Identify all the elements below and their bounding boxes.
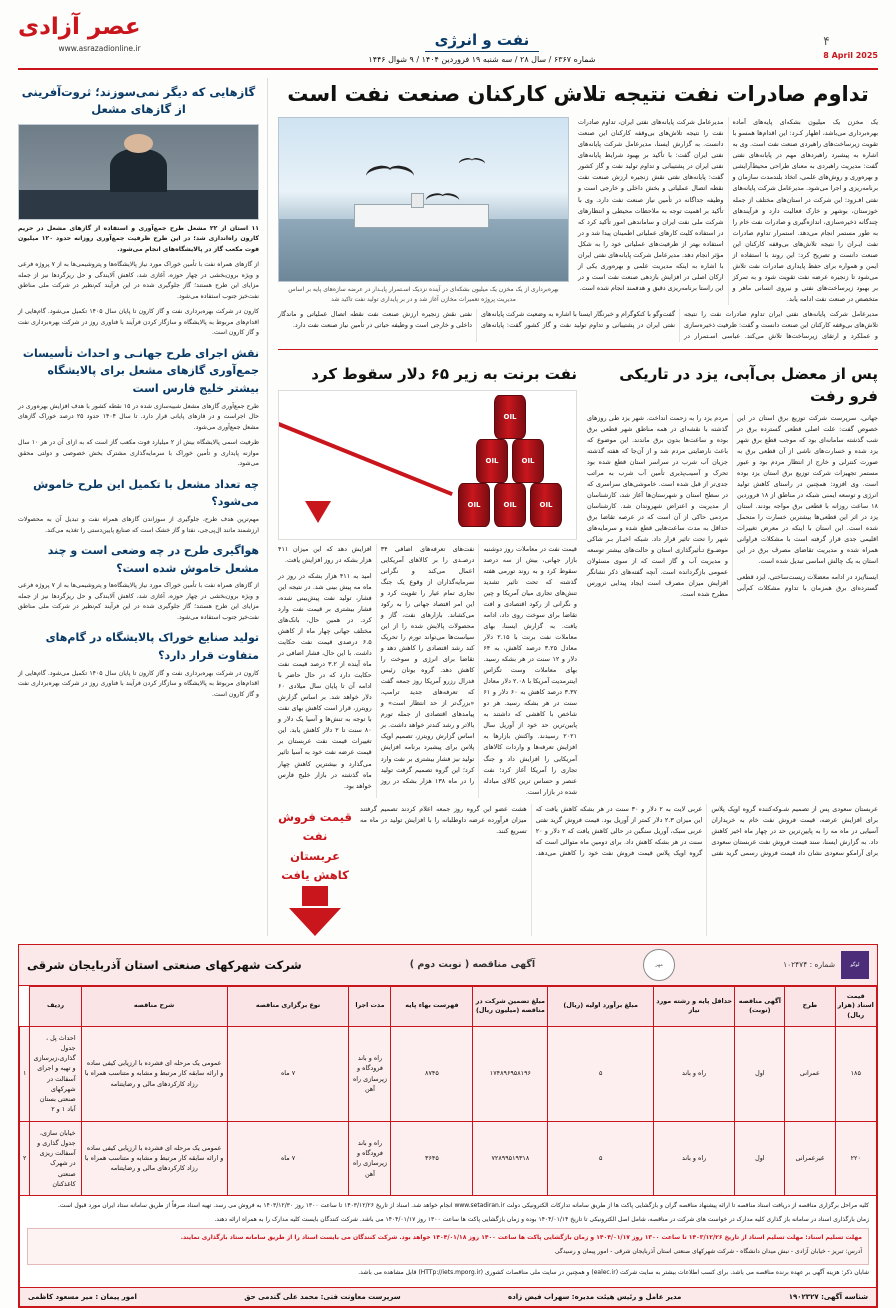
lead-paragraph: مدیرعامل شرکت پایانه‌های نفتی ایران تداوم صادرات نفت را نتیجه تلاش‌های بی‌وقفه کارکنان این صنعت دانست و گفت: ظرفیت ذخیره‌سازی و عملکرد و ارتقای زیرساخت‌ها تلاش می‌کند. عباسی اسـتمرار در گفت‌وگو با کنکوگرام و خبرنگار ایسنا با اشاره به وضعیت شرکت پایانه‌های نفتی ایران در پشتیبانی و تداوم تولید نفت و گاز کشور گفت: پایانه‌های نفتی نقش زنجیره ارزش صنعت نفت نقطه اتصال عملیاتی و ماندگار داخلی و خارجی است و وظیفه حیاتی در تأمین نیاز صنعت نفت دارد. [278, 309, 878, 340]
th-type: نوع برگزاری مناقصه [227, 986, 349, 1026]
tender-number: شماره : ۱۰۲۴۷۴ [783, 960, 835, 970]
saudi-story [278, 804, 878, 936]
tender-notes [19, 1196, 877, 1288]
main-column [278, 78, 878, 936]
contract-affairs: امور پیمان : میر مسعود کاظمی [28, 1292, 137, 1301]
side-headline: گازهایی که دیگر نمی‌سوزند؛ ثروت‌آفرینی از گازهای مشعل [21, 85, 256, 117]
th-price-list: فهرست بهاء پایه [391, 986, 473, 1026]
cell-min-rank: ۵ [548, 1026, 653, 1121]
down-arrow-icon [305, 501, 331, 523]
cell-round: اول [735, 1121, 785, 1196]
issue-line: شماره ۶۳۶۷ / سال ۲۸ / سه شنبه ۱۹ فروردین ۱۴۰۴ / ۹ شوال ۱۴۴۶ [368, 55, 596, 64]
ad-id: شناسه آگهی: ۱۹۰۲۳۲۷ [788, 1292, 868, 1301]
cell-desc: احداث پل ، جدول گذاری،زیرسازی و تهیه و اجرای آسفالت در شهرکهای صنعتی بستان آباد ۱ و ۲ [30, 1026, 81, 1121]
cell-price-list: راه و باند فرودگاه و زیرسازی راه آهن [349, 1026, 391, 1121]
oil-barrel-icon: OIL [476, 439, 508, 483]
page-number: ۴ [823, 34, 830, 48]
cell-plan: غیرعمرانی [785, 1121, 835, 1196]
side-paragraph: از گازهای همراه نفت با تأمین خوراک مورد نیاز پالایشگاه‌ها و پتروشیمی‌ها به از ۷ پروژه فرعی و ویژه برون‌بخشی در چهار حوزه، آغازی شد، کاهش آلایندگی و حل ریزگرد‌ها نیز از جمله مزایای این طرح هستند؛ گاز جلوگیری شده در این فرآیند کم‌نظیر در شرکت ملی مناطق نفت‌خیز جنوب استفاده می‌شود. [18, 582, 259, 621]
brent-paragraph: قیمت نفت در معاملات روز دوشنبه بازار جهانی، بیش از سه درصد سقوط کرد و به روند تورمی هفته گذشته که تحت تاثیر تشدید تنش‌های تجاری میان آمریکا و چین و نگرانی از رکود اقتصادی و افت تقاضا برای سوخت روی داد، ادامه یافت. به گزارش ایسنا، بهای معاملات نفت برنت با ۲.۱۵ دلار معادل ۳.۲۵ درصد کاهش، به ۶۴ دلار و ۱۲ سنت در هر بشکه رسید. بهای معاملات وست تگزاس اینترمدیت آمریکا با ۲.۰۸ دلار معادل ۳.۳۷ درصد کاهش به ۶۰ دلار و ۶۱ سنت در هر بشکه رسید. هر دو شاخص با کاهشی که داشتند به پایین‌ترین حد خود از آوریل سال ۲۰۲۱ رسیدند. واکنش بازارها به افزایش تعرفه‌ها و واردات کالاهای آمریکایی را افزایش داد و جنگ تجاری را آمریکا آغاز کرد؛ نفت عنصر و حساس ترین کالای مبادله شده در بازار است. [483, 545, 578, 796]
cell-doc-price: ۱۸۵ [835, 1026, 876, 1121]
tender-table [19, 986, 877, 1196]
lead-extra-columns [278, 309, 878, 342]
tender-footer [19, 1288, 877, 1307]
tender-company: شرکت شهرکهای صنعتی استان آذربایجان شرقی [27, 957, 302, 972]
section-title: نفت و انرژی [425, 31, 540, 52]
person-silhouette [110, 149, 167, 192]
cell-deposit: ۳۶۴۵ [391, 1121, 473, 1196]
oil-barrel-icon: OIL [458, 483, 490, 527]
brent-paragraph: نفت‌های تعرفه‌های اضافی ۳۴ درصـدی را بر کالاهای آمریکایی اعمال می‌کند و نگرانی سرمایه‌گذاران از وقوع یک جنگ تجاری تمام عیار را تقویت کرد و این امر اقتصاد جهانی را به رکود می‌کشاند. بازارهای نفت، گاز و محصولات پالایش شده را از این سیاست‌ها می‌تواند تورم را تحریک کند رشد اقتصادی را کاهش دهد و تقاضا برای انرژی و سوخت را کاهش دهد. گروه یونان رئیس فدرال رزرو آمریکا روز جمعه گفت که تعرفه‌های جدید ترامپ، «بزرگ‌تر از حد انتظار است» و پیامدهای اقتصادی از جمله تورم بالاتر و رشد کندتر خواهد داشت. بر اساس گزارش رویترز، تصمیم اوپک پلاس برای پیشبرد برنامه افزایش تولید نیز فشار بیشتری بر نفت وارد کرد؛ این گروه تصمیم گرفت تولید را در ماه ۱۳۸ هزار بشکه در روز افزایش دهد که این میزان ۴۱۱ هزار بشکه در روز افزایش یافت. [278, 545, 475, 785]
side-paragraph: از گازهای همراه نفت با تأمین خوراک مورد نیاز پالایشگاه‌ها و پتروشیمی‌ها به از ۷ پروژه فرعی و ویژه برون‌بخشی در چهار حوزه، آغازی شد، کاهش آلایندگی و حل ریزگرد‌ها نیز از جمله مزایای این طرح هستند؛ گاز جلوگیری شده در این فرآیند کم‌نظیر در شرکت ملی مناطق نفت‌خیز جنوب استفاده می‌شود. [18, 261, 259, 300]
official-photo [18, 124, 259, 220]
oil-barrel-icon: OIL [512, 439, 544, 483]
downtrend-line [278, 421, 453, 496]
brent-paragraph: امید به ۴۱۱ هزار بشکه در روز در ماه مه پیش بینی شد. در نتیجه این فشار، تولید نفت پیش‌بینی شده، فشار بیشتری بر قیمت نفت وارد کرد. در همین حال، بانک‌های مختلف جهانی چهار ماه از کاهش ۶.۵ درصدی قیمت نفت حکایت داشت. با این حال، فشار اضافی در ماه آینده از ۳.۲ درصد قیمت نفت حکایت دارد که در حال حاضر با ادامه آن تا پایان سال میلادی ۶۰ دلار خواهد شد. بر اساس گزارش رویترز، قرار است کاهش بهای نفت با توجه به تنش‌ها و آسیا یک دلار و ۸۰ سنت تا ۲ دلار کاهش یابد. این تغییرات قیمت نفت عربستان بر قیمت عرضه نفت خود به آسیا تاثیر می‌گذارد و بیشترین کاهش چهار ماه گذشته در بازار خلیج فارس خواهد بود. [278, 572, 372, 790]
side-lead: ۱۱ استان از ۲۲ مشعل طرح جمع‌آوری و استفاده از گازهای مشعل در حریم کارون راه‌اندازی شد؛ در این طرح ظرفیت جمع‌آوری روزانه حدود ۱۲۰ میلیون فوت مکعب گاز در پالایشگاه‌های انجام می‌شود. [18, 224, 260, 253]
second-row [278, 357, 878, 798]
lead-paragraph: مدیرعامل شرکت پایانه‌های نفتی ایران، تداوم صادرات نفت را نتیجه تلاش‌های بی‌وقفه کارکنان این صنعت دانست. به گزارش ایسنا، مدیرعامل شرکت پایانه‌های نفتی ایران گفت: با تأکید بر بهبود شرایط پایانه‌های نفتی ایران در پشتیبانی و تداوم تولید نفت و گاز کشور گفت: پایانه‌های نفتی نقش زنجیره ارزش صنعت نفت نقطه اتصال عملیاتی و بخش داخلی و خارجی است و وظیفه جداگانه در تأمین نیاز صنعت نفت دارد. وی با تأکید بر اهمیت توجه به ملاحظات محیطی و انتظارهای شرکت ملی نفت ایران و ساماندهی امور تأکید کرد که در استفاده کلیت کارهای عملیاتی اطمینان پیدا شد و در استفاده بهتر از ظرفیت‌های عملیاتی خود را به شکل مؤثر انجام دهد. مدیرعامل شرکت پایانه‌های نفتی ایران با اشاره به اینکه مدیریت علمی و بهره‌وری یکی از ارکان اصلی در افزایش بازدهی صنعت نفت است و در این راستا برنامه‌ریزی دقیق و هدفمند انجام شده است. [578, 118, 724, 292]
arrow-head-icon [289, 908, 341, 936]
photo-caption: بهره‌برداری از یک مخزن یک میلیون بشکه‌ای در آینده نزدیک اسـتمرار پایـدار در عرضه سازه‌های پایه بر اساس مدیریت پروژه تعمیرات مخازن آغاز شد و در بر پایداری تولید نفت تاکید شد [288, 286, 559, 303]
bird-icon [426, 185, 462, 209]
tender-header [19, 945, 877, 986]
bird-icon [458, 152, 487, 171]
side-subhead: هواگیری طرح در چه وضعی است و چند مشعل خاموش شده است؟ [47, 544, 259, 575]
lead-photo-block [278, 117, 569, 304]
oil-barrel-icon: OIL [494, 483, 526, 527]
sea [279, 219, 568, 281]
tanker-photo [278, 117, 569, 282]
side-subhead: چه تعداد مشعل با تکمیل این طرح خاموش می‌شود؟ [33, 477, 259, 509]
masthead-left [823, 16, 878, 60]
th-estimate: مبلغ برآورد اولیه (ریال) [548, 986, 653, 1026]
oil-barrel-icon: OIL [494, 395, 526, 439]
brent-headline: نفت برنت به زیر ۶۵ دلار سقوط کرد [311, 364, 577, 383]
cell-doc-price: ۲۲۰ [835, 1121, 876, 1196]
cell-duration: ۷ ماه [227, 1121, 349, 1196]
cell-plan: عمرانی [785, 1026, 835, 1121]
tender-title: آگهی مناقصه ( نوبت دوم ) [409, 959, 536, 971]
cell-no: ۲ [20, 1121, 30, 1196]
cell-field: راه و باند [653, 1026, 735, 1121]
tender-address: آدرس: تبریز - خیابان آزادی - نبش میدان دانشگاه - شرکت شهرکهای صنعتی استان آذربایجان شرقی - امور پیمان و رسیدگی [554, 1247, 862, 1255]
th-round: آگهی مناقصه (نوبت) [735, 986, 785, 1026]
tender-notice [18, 944, 878, 1308]
th-deposit: مبلغ تضمین شرکت در مناقصه (میلیون ریال) [473, 986, 548, 1026]
cell-type: عمومی یک مرحله ای فشرده با ارزیابی کیفی ساده و ارائه سابقه کار مرتبط و مشابه و متناسب همراه با رزاد کارکردهای مالی و رضایتنامه [81, 1121, 227, 1196]
side-paragraph: طرح جمع‌آوری گازهای مشعل شبیه‌سازی شده در ۱۵ نقطه کشور با هدف افزایش بهره‌وری در حال اجراست و در فازهای پایانی قرار دارد. تا سال ۱۴۰۴ حدود ۲۵ درصد خوراک گازهای مشعل جمع‌آوری می‌شود. [18, 402, 259, 431]
cell-min-rank: ۵ [548, 1121, 653, 1196]
side-subhead: نقش اجرای طرح جهانـی و احداث تأسیسات جمع‌آوری گازهای مشعل برای پالایشگاه بیشتر خلیج فارس است [22, 346, 259, 395]
cell-deposit: ۸۷۴۵ [391, 1026, 473, 1121]
person-head [124, 134, 153, 153]
technical-deputy: سرپرست معاونت فنی: محمد علی گندمی حق [244, 1292, 401, 1301]
lead-headline: تداوم صادرات نفت نتیجه تلاش کارکنان صنعت نفت است [287, 82, 869, 106]
masthead-center [368, 16, 595, 64]
cell-duration: ۷ ماه [227, 1026, 349, 1121]
cell-field: راه و باند [653, 1121, 735, 1196]
website-url[interactable]: www.asrazadionline.ir [58, 44, 141, 53]
oil-tanker-icon [354, 204, 489, 227]
oil-barrel-icon: OIL [530, 483, 562, 527]
cell-type: عمومی یک مرحله ای فشرده با ارزیابی کیفی ساده و ارائه سابقه کار مرتبط و مشابه و متناسب همراه با رزاد کارکردهای مالی و رضایتنامه [81, 1026, 227, 1121]
side-paragraph: ظرفیت اسمی پالایشگاه بیش از ۲ میلیارد فوت مکعب گاز است که به ازای آن در هر ۱۰ سال موازنه پایداری و تأمین خوراک با سرمایه‌گذاری مشترک بخش خصوصی و دولتی محقق می‌شود. [18, 439, 259, 468]
side-subhead: تولید صنایع خوراک پالایشگاه در گام‌های متفاوت قرار دارد؟ [45, 631, 259, 662]
tender-note: کلیه مراحل برگزاری مناقصه از دریافت اسناد مناقصه تا ارائه پیشنهاد مناقصه گران و بازگشایی پاکت ها از طریق سامانه تدارکات الکترونیکی دولت www.setadiran.ir انجام خواهد شد. اسناد از تاریخ ۱۴۰۳/۱۲/۲۶ تا ساعت ۱۳۰۰ روز ۱۴۰۳/۱۲/۳۰ به فروش می رسد. تهیه اسناد صرفاً از طریق سامانه ستاد ایران مورد قبول است. [58, 1202, 869, 1210]
cell-estimate: ۷۲۸۹۹۵۱۹۳۱۸ [473, 1121, 548, 1196]
bird-icon [366, 154, 418, 188]
seal-icon: مهر [643, 949, 675, 981]
cell-desc: خیابان سازی، جدول گذاری و آسفالت ریزی در شهرک صنعتی کاغذکنان [30, 1121, 81, 1196]
masthead-right [18, 16, 141, 53]
gregorian-date: 8 April 2025 [823, 51, 878, 60]
yazd-paragraph: ایسنا/یزد در ادامه معضلات زیست‌ساختی، ایزد قطعی گسترده‌ای برق همزمان با تداوم مشکلات کم‌آبی مردم یزد را به زحمت انداخت. شهر یزد طی روزهای گذشته با نقشه‌ای در همه مناطق شهر قطعی برق بوده و ساعت‌ها بدون برق ماندند. این موضوع که باعث نارضایتی مردم شد و از آن‌جا که هفته گذشته جریان آب شرب در سراسر استان قطع شده بود تحرک و آسیب‌پذیری تأمین آب شرب به مراتب جدی‌تر از قبل شده است. خاموشی‌های سراسری که در سطح استان و شهرستان‌ها آغاز شد، کارشناسان از مدیریت و اعتراض شهروندان شد. کارشناسان مردمی حاکی از آن است که در عرصه تقاضا برق حداقل به مدت ساعت‌هایی قطع شده و سرمایه‌های شهر را تحت تاثیر قرار داد. شبکه اخبـار بـر شاکی موضـوع تـأثیرگذاری استان و حالت‌های بیشتر توسعه و مدیریت آب و گاز است که از سوی مسئولان عمومی بازگردانده است. آنچه گفته‌های ذکر نشانگر افزایش میزان مصرف است ایجاد پیدایی ترورس مطرح شده است. [587, 413, 878, 598]
ceo-name: مدیر عامل و رئیس هیئت مدیره: سهراب فیض زاده [508, 1292, 682, 1301]
table-row [20, 1121, 877, 1196]
tender-note: مهلت تسلیم اسناد: مهلت تسلیم اسناد از تاریخ ۱۴۰۳/۱۲/۲۶ تا ساعت ۱۳۰۰ روز ۱۴۰۴/۰۱/۱۷ و زمان بازگشایی پاکت ها ساعت ۱۴۰۰ روز ۱۴۰۴/۰۱/۱۸ خواهد بود. شرکت کنندگان می بایست اسناد را از طریق سامانه ستاد بارگذاری نمایند. [180, 1234, 862, 1242]
saudi-paragraph: عربستان سعودی پس از تصمیم شـوکه‌کننده گروه اوپک پلاس برای افزایش عرضه، قیمت فروش نفت خام به خریداران آسیایی در ماه مه را به پایین‌ترین حد در چهار ماه اخیر کاهش داد. به گزارش ایسنا، سند قیمت فروش نفت عربستان سعودی برای آرامکو سعودی نشان داد قیمت فروش رسمی گرید نفتی عربی لایت به ۲ دلار و ۳۰ سنت در هر بشکه کاهش یافت که این میزان ۲.۳ دلار کمتر از آوریل بود. قیمت فروش گرید نفتی عربی سبک، آوریل سنگین در حالی کاهش یافت که ۲ دلار و ۲۰ سنت در هر بشکه کاهش داد. برای دومین ماه متوالی است که گروه اوپک پلاس قیمت فروش نفت خود را کاهش می‌دهد. هشت عضو این گروه روز جمعه اعلام کردند تصمیم گرفتند میزان فرآورده عرضه داوطلبانه را با افزایش تولید در ماه مه تسریع کنند. [360, 804, 878, 857]
organization-logo: لوگو [841, 951, 869, 979]
desk [19, 190, 258, 218]
th-min-rank: حداقل پایه و رشته مورد نیاز [653, 986, 735, 1026]
oil-price-chart [278, 390, 577, 540]
th-no: ردیف [30, 986, 81, 1026]
lead-paragraph: یک مخزن یک میلیون بشکه‌ای پایه‌های آماده بهره‌برداری می‌باشد، اظهار کـرد: این اقدام‌ها همسو با تقویت زیرساخت‌های راهبردی صنعت نفت است. وی به اشاره به پیشبرد راهبردهای مهم در پایانه‌های نفتی گفت: مدیریت راهبردی به معنای طراحی محیط‌آرایشی و بهره‌وری و روش‌های علمی، اتخاذ بلندمدت سازمان و برنامه‌ریزی و اجرا می‌شود. مدیرعامل شرکت پایانه‌های نفتی افـزود: این شرکت در استان‌های مختلف از جمله خوزستان، بوشهر و خارک فعالیت دارد و فرآیندهای چندگانه ذخیره‌سازی، اندازه‌گیری و صادرات نفت خام را به طور مستمر انجام می‌دهد. استمرار تداوم صادرات نفت ایـران را نتیجه تلاش‌های بی‌وقفه کارکنان این صنعت دانست و تصریح کرد: این روند با استفاده از ایمن و همواره برای حفظ پایداری صادرات نفت تلاش می‌شود تا زنجیره عرضه نفت تقویت شود و به تمرکز بر بهبود زیرساخت‌های نفتی و نیروی انسانی ماهر و متخصص در صنعت نفت ادامه یابد. [732, 118, 878, 303]
side-paragraph: مهم‌ترین هدف طرح، جلوگیری از سوزاندن گازهای همراه نفت و تبدیل آن به محصولات ارزشمند مانند ال‌پی‌جی، نفتا و گاز خشک است که صنایع پایین‌دستی را تغذیه می‌کند. [18, 515, 259, 534]
table-header-row [20, 986, 877, 1026]
page-content [18, 78, 878, 936]
side-paragraph: کارون در شرکت بهره‌برداری نفت و گاز کارون تا پایان سال ۱۴۰۵ تکمیل می‌شود. گام‌هایی از اقدام‌های مربوط به پالایشگاه و سازگار کردن فرآیند با فناوری روز در شرکت بهره‌برداری نفت و گاز کارون است. [18, 669, 259, 698]
newspaper-logo: عصر آزادی [18, 14, 141, 40]
cell-price-list: راه و باند فرودگاه و زیرسازی راه آهن [349, 1121, 391, 1196]
tender-deadline-box [27, 1228, 869, 1265]
th-doc-price: قیمت اسناد (هزار ریال) [835, 986, 876, 1026]
cell-estimate: ۱۷۴۸۹۶۹۵۸۱۹۶ [473, 1026, 548, 1121]
table-row [20, 1026, 877, 1121]
saudi-callout-text: قیمت فروش نفت عربستان کاهش یافت [278, 809, 352, 883]
th-plan: طرح [785, 986, 835, 1026]
issue-date-en [823, 51, 878, 60]
yazd-headline: پس از معضل بی‌آبی، یزد در تاریکی فرو رفت [619, 364, 878, 406]
yazd-story [587, 357, 878, 798]
brent-story [278, 357, 577, 798]
arrow-stem [302, 886, 328, 906]
cell-no: ۱ [20, 1026, 30, 1121]
masthead [18, 16, 878, 70]
cell-round: اول [735, 1026, 785, 1121]
yazd-paragraph: جهانی، سرپرست شرکت توزیع برق استان در این خصوص گفت: علت اصلی قطعی گسترده برق در شب گذشته سامانه‌ای بود که موجب قطع برق شهر یزد شده و خسارت‌های ناشی از آن قطعی برق به صورت کنترلی و خارج از انتظار مردم بود و عبور مستمر تجهیزات شرکت توزیع برق استان یزد بوده است. وی افزود: همچنین در راستای کاهش تولید انرژی و توسعه ایمنی شبکه در مناطق از ۱۸ فروردین ۱۸ ساعت روزانه با قطعی برق مواجه بودند. استان یزد در اثر این قطعی‌ها بیشترین خسارت را متحمل شده است. این استان با اینکه در معرض تغییرات اقلیمی جدی قرار گرفته است با مشکلات فراوانی همراه شده و مدیریت تقاضای مصرف برق در این استان به یک چالش اساسی تبدیل شده است. [737, 413, 878, 565]
lead-text-block [578, 117, 878, 304]
side-column [18, 78, 268, 936]
th-desc: شرح مناقصه [81, 986, 227, 1026]
th-duration: مدت اجرا [349, 986, 391, 1026]
tender-note: شایان ذکر: هزینه آگهی بر عهده برنده مناقصه می باشد. برای کسب اطلاعات بیشتر به سایت شرکت (ealec.ir) و همچنین در سایت ملی مناقصات کشوری (HTTp://iets.mporg.ir) قابل مشاهده می باشد. [358, 1269, 869, 1277]
saudi-callout [278, 808, 352, 936]
side-paragraph: کارون در شرکت بهره‌برداری نفت و گاز کارون تا پایان سال ۱۴۰۵ تکمیل می‌شود. گام‌هایی از اقدام‌های مربوط به پالایشگاه و سازگار کردن فرآیند با فناوری روز در شرکت بهره‌برداری نفت و گاز کارون است. [18, 308, 259, 337]
tender-note: زمان بارگذاری اسناد در سامانه باز گذاری کلیه مدارک در خواست های شرکت در مناقصه، شامل اصل الکترونیکی تا تاریخ ۱۴۰۴/۰۱/۱۴ بوده و زمان بازگشایی پاکت ها ساعت ۱۳۰۰ روز ۱۴۰۴/۰۱/۱۷ می باشد. شرکت کنندگان بایست کلیه مدارک را به همراه ارائه دهند. [214, 1215, 869, 1223]
